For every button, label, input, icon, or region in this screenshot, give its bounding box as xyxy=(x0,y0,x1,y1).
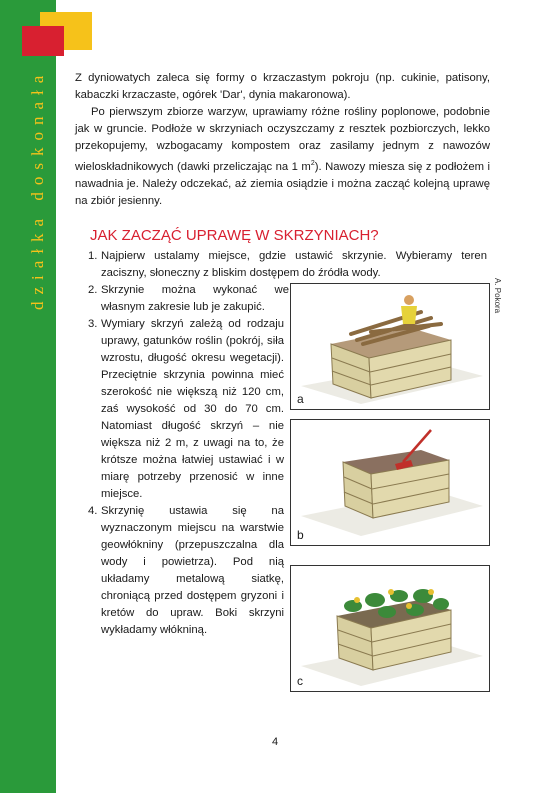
intro-text xyxy=(75,70,490,210)
step-number: 1. xyxy=(88,250,98,262)
photo-credit: A. Pokora xyxy=(493,278,502,314)
step-text: Najpierw ustalamy miejsce, gdzie ustawić skrzynie. Wybieramy teren zaciszny, słoneczny z bliskim dostępem do źródła wody. xyxy=(101,250,487,279)
intro-paragraph-2 xyxy=(75,104,490,210)
intro-paragraph-2-end: ). Nawozy miesza się z podłożem i nawadnia je. Należy odczekać, aż ziemia osiądzie i można zacząć kolejną uprawę na zbiór jesienny. xyxy=(75,160,490,207)
step-number: 3. xyxy=(88,318,98,330)
step-text: Skrzynię ustawia się na wyznaczonym miejscu na warstwie geowłókniny (przepuszczalna dla wody i powietrza). Pod nią układamy metalową siatkę, chroniącą przed dostępem gryzoni i kretów do upraw. Boki skrzyni wykładamy włókniną. xyxy=(101,505,284,636)
figure-a xyxy=(290,283,490,410)
raised-bed-with-soil-illustration xyxy=(291,284,489,409)
step-number: 2. xyxy=(88,284,98,296)
step-text: Wymiary skrzyń zależą od rodzaju uprawy, gatunków roślin (pokrój, siła wzrostu, długość okresu wegetacji). Przeciętnie skrzynia powinna mieć szerokość nie większą niż 120 cm, zaś wysokość od 30 do 70 cm. Natomiast długość skrzyń – nie większa niż 2 m, z uwagi na to, że krótsze można łatwiej ustawiać i w miarę potrzeby przenosić w inne miejsce. xyxy=(101,318,284,500)
sidebar-title: działka doskonała xyxy=(28,68,47,310)
intro-paragraph-2-start: Po pierwszym zbiorze warzyw, uprawiamy różne rośliny poplonowe, podobnie jak w gruncie. Podłoże w skrzyniach oczyszczamy z resztek pozbiorczych, lekko przekopujemy, wzbogacamy kompostem oraz zasilamy jednym z nawozów wieloskładnikowych (dawki przeliczając na 1 m xyxy=(75,106,490,173)
figure-c xyxy=(290,565,490,692)
superscript: 2 xyxy=(310,160,315,167)
figure-label: b xyxy=(297,528,304,542)
red-square-decoration xyxy=(22,26,64,56)
raised-bed-with-rake-illustration xyxy=(291,420,489,545)
figure-b xyxy=(290,419,490,546)
figure-label: a xyxy=(297,392,304,406)
step-number: 4. xyxy=(88,505,98,517)
step-text: Skrzynie można wykonać we własnym zakresie lub je zakupić. xyxy=(101,284,289,313)
section-heading: JAK ZACZĄĆ UPRAWĘ W SKRZYNIACH? xyxy=(90,227,379,244)
raised-bed-with-plants-illustration xyxy=(291,566,489,691)
intro-paragraph-1: Z dyniowatych zaleca się formy o krzaczastym pokroju (np. cukinie, patisony, kabaczki krzaczaste, ogórek 'Dar', dynia makaronowa). xyxy=(75,72,490,101)
figure-label: c xyxy=(297,674,303,688)
list-item xyxy=(88,248,488,282)
page-number: 4 xyxy=(272,736,279,748)
